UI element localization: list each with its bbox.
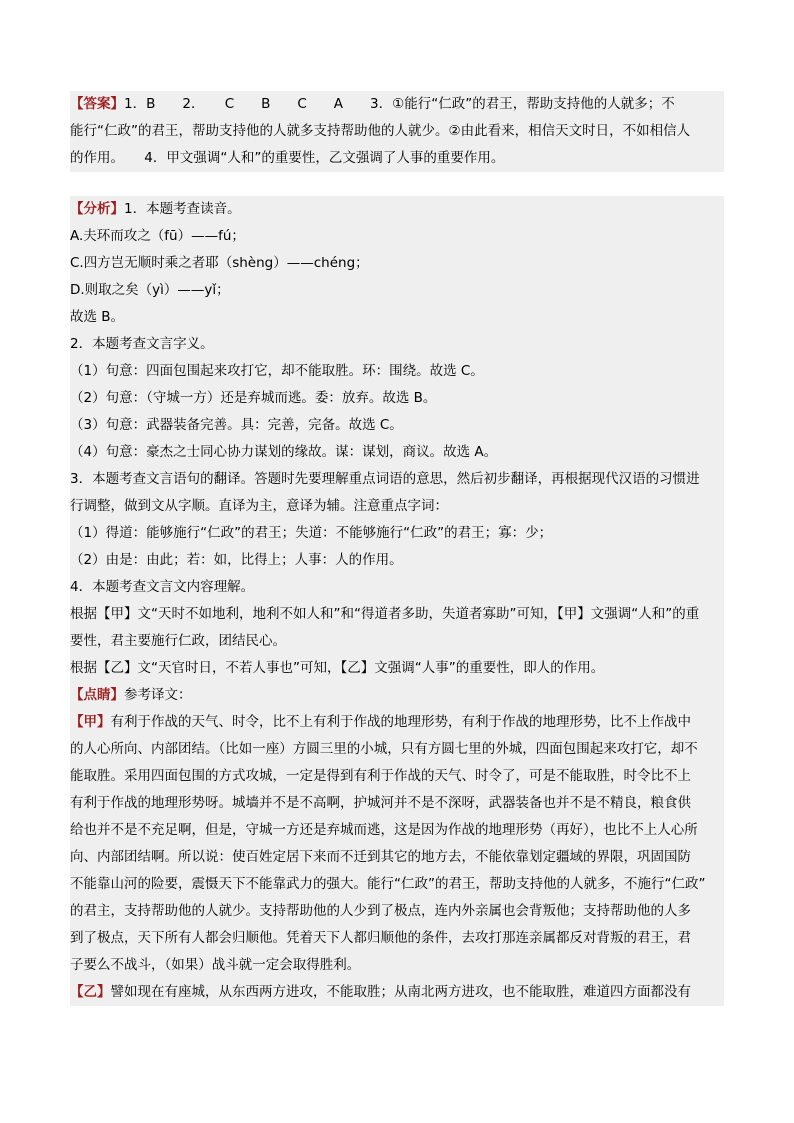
translation-text: 譬如现在有座城，从东西两方进攻，不能取胜；从南北两方进攻，也不能取胜，难道四方面都没有 (110, 984, 691, 1000)
tip-tag: 【点睛】 (70, 687, 124, 703)
answer-line (70, 91, 724, 118)
translation-text: 有利于作战的天气、时令，比不上有利于作战的地理形势，有利于作战的地理形势，比不上作战中 (110, 714, 691, 730)
analysis-line: （2）由是：由此；若：如，比得上；人事：人的作用。 (70, 552, 403, 568)
analysis-line: （1）得道：能够施行“仁政”的君王；失道：不能够施行“仁政”的君王；寡：少； (70, 525, 553, 541)
analysis-line: 要性，君主要施行仁政，团结民心。 (70, 633, 286, 649)
translation-line: 有利于作战的地理形势呀。城墙并不是不高啊，护城河并不是不深呀，武器装备也并不是不精良，粮食供 (70, 795, 691, 811)
analysis-line: 根据【甲】文“天时不如地利，地利不如人和”和“得道者多助，失道者寡助”可知，【甲】文强调“人和”的重 (70, 606, 700, 622)
translation-line: 子要么不战斗，（如果）战斗就一定会取得胜利。 (70, 957, 361, 973)
analysis-line: （1）句意：四面包围起来攻打它，却不能取胜。环：围绕。故选 C。 (70, 363, 484, 379)
yi-tag: 【乙】 (70, 984, 111, 1000)
translation-line: 能取胜。采用四面包围的方式攻城，一定是得到有利于作战的天气、时令了，可是不能取胜，时令比不上 (70, 768, 691, 784)
analysis-line: （4）句意：豪杰之士同心协力谋划的缘故。谋：谋划，商议。故选 A。 (70, 444, 498, 460)
analysis-line: D.则取之矣（yì）——yǐ； (70, 282, 230, 298)
translation-line: 的君主，支持帮助他的人就少。支持帮助他的人少到了极点，连内外亲属也会背叛他；支持帮助他的人多 (70, 903, 691, 919)
analysis-section (70, 196, 724, 1006)
translation-line: 向、内部团结啊。所以说：使百姓定居下来而不迁到其它的地方去，不能依靠划定疆域的界限，巩固国防 (70, 849, 691, 865)
analysis-line: 3．本题考查文言语句的翻译。答题时先要理解重点词语的意思，然后初步翻译，再根据现代汉语的习惯进 (70, 471, 700, 487)
answer-text: 1．B 2． C B C A 3．①能行“仁政”的君王，帮助支持他的人就多；不 (124, 96, 675, 112)
answer-section (70, 91, 724, 172)
translation-line: 给也并不是不充足啊，但是，守城一方还是弃城而逃，这是因为作战的地理形势（再好），也比不上人心所 (70, 822, 698, 838)
analysis-heading (70, 196, 724, 223)
analysis-line: C.四方岂无顺时乘之者耶（shèng）——chéng； (70, 255, 369, 271)
jia-tag: 【甲】 (70, 714, 111, 730)
translation-line: 的人心所向、内部团结。（比如一座）方圆三里的小城，只有方圆七里的外城，四面包围起来攻打它，却不 (70, 741, 698, 757)
answer-line: 能行“仁政”的君王，帮助支持他的人就多支持帮助他的人就少。②由此看来，相信天文时日，不如相信人 (70, 123, 691, 139)
analysis-line: 根据【乙】文“天官时日，不若人事也”可知，【乙】文强调“人事”的重要性，即人的作用。 (70, 660, 605, 676)
analysis-text: 1．本题考查读音。 (124, 201, 241, 217)
translation-line: 不能靠山河的险要，震慑天下不能靠武力的强大。能行“仁政”的君王，帮助支持他的人就多，不施行“仁政” (70, 876, 706, 892)
analysis-line: 4．本题考查文言文内容理解。 (70, 579, 255, 595)
analysis-line: A.夫环而攻之（fū）——fú； (70, 228, 245, 244)
translation-line (70, 709, 724, 736)
analysis-line: （3）句意：武器装备完善。具：完善，完备。故选 C。 (70, 417, 403, 433)
translation-line: 到了极点，天下所有人都会归顺他。凭着天下人都归顺他的条件，去攻打那连亲属都反对背叛的君王，君 (70, 930, 691, 946)
tip-heading (70, 682, 724, 709)
analysis-line: 2．本题考查文言字义。 (70, 336, 214, 352)
analysis-line: 故选 B。 (70, 309, 125, 325)
analysis-tag: 【分析】 (70, 201, 124, 217)
tip-label: 参考译文： (124, 687, 192, 703)
analysis-line: 行调整，做到文从字顺。直译为主，意译为辅。注意重点字词： (70, 498, 448, 514)
translation-line (70, 979, 724, 1006)
answer-tag: 【答案】 (70, 96, 124, 112)
analysis-line: （2）句意：（守城一方）还是弃城而逃。委：放弃。故选 B。 (70, 390, 437, 406)
answer-line: 的作用。 4．甲文强调“人和”的重要性，乙文强调了人事的重要作用。 (70, 150, 505, 166)
